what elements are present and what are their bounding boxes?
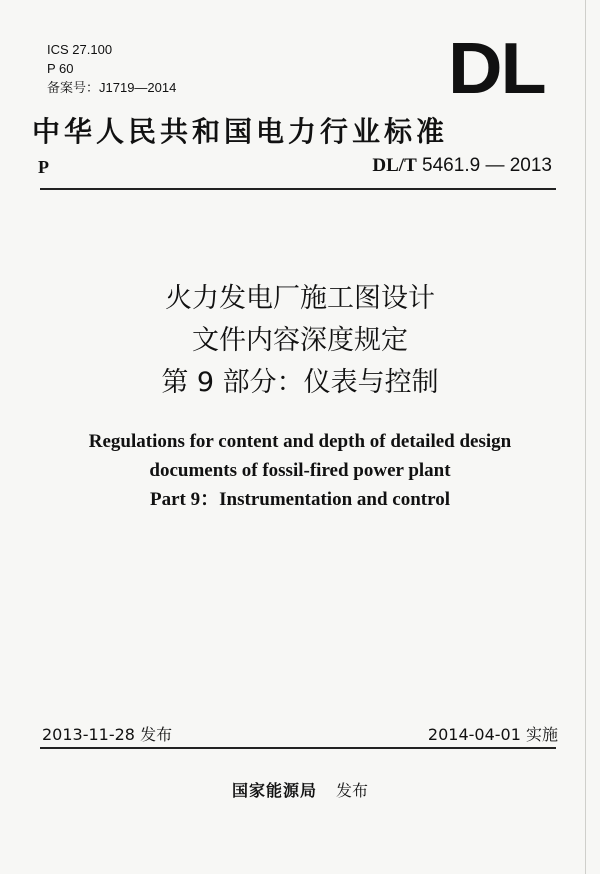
standard-number: [372, 155, 552, 177]
standard-name: 中华人民共和国电力行业标准: [32, 115, 449, 148]
title-zh-line: 第 9 部分：仪表与控制: [161, 367, 439, 398]
publisher: [0, 778, 600, 801]
record-number: 备案号：J1719—2014: [47, 80, 177, 95]
implementation-date: 2014-04-01 实施: [427, 725, 558, 744]
title-en-line: Part 9：Instrumentation and control: [150, 489, 450, 510]
issue-date: 2013-11-28 发布: [42, 725, 173, 744]
standard-number-value: 5461.9 — 2013: [422, 155, 552, 176]
standard-prefix: DL/T: [372, 155, 417, 176]
class-code: P 60: [47, 61, 74, 76]
publisher-org: 国家能源局: [231, 781, 317, 800]
top-rule: [40, 188, 556, 190]
title-chinese: [0, 278, 600, 404]
publisher-action: 发布: [336, 781, 369, 800]
title-zh-line: 火力发电厂施工图设计: [165, 283, 435, 314]
bottom-rule: [40, 747, 556, 749]
category-letter: P: [38, 157, 49, 177]
title-en-line: documents of fossil-fired power plant: [149, 460, 451, 481]
dl-logo: DL: [448, 29, 545, 109]
ics-code: ICS 27.100: [47, 42, 113, 57]
classification-block: [47, 40, 176, 97]
title-zh-line: 文件内容深度规定: [192, 325, 408, 356]
title-english: [0, 427, 600, 514]
title-en-line: Regulations for content and depth of detailed design: [88, 431, 512, 452]
